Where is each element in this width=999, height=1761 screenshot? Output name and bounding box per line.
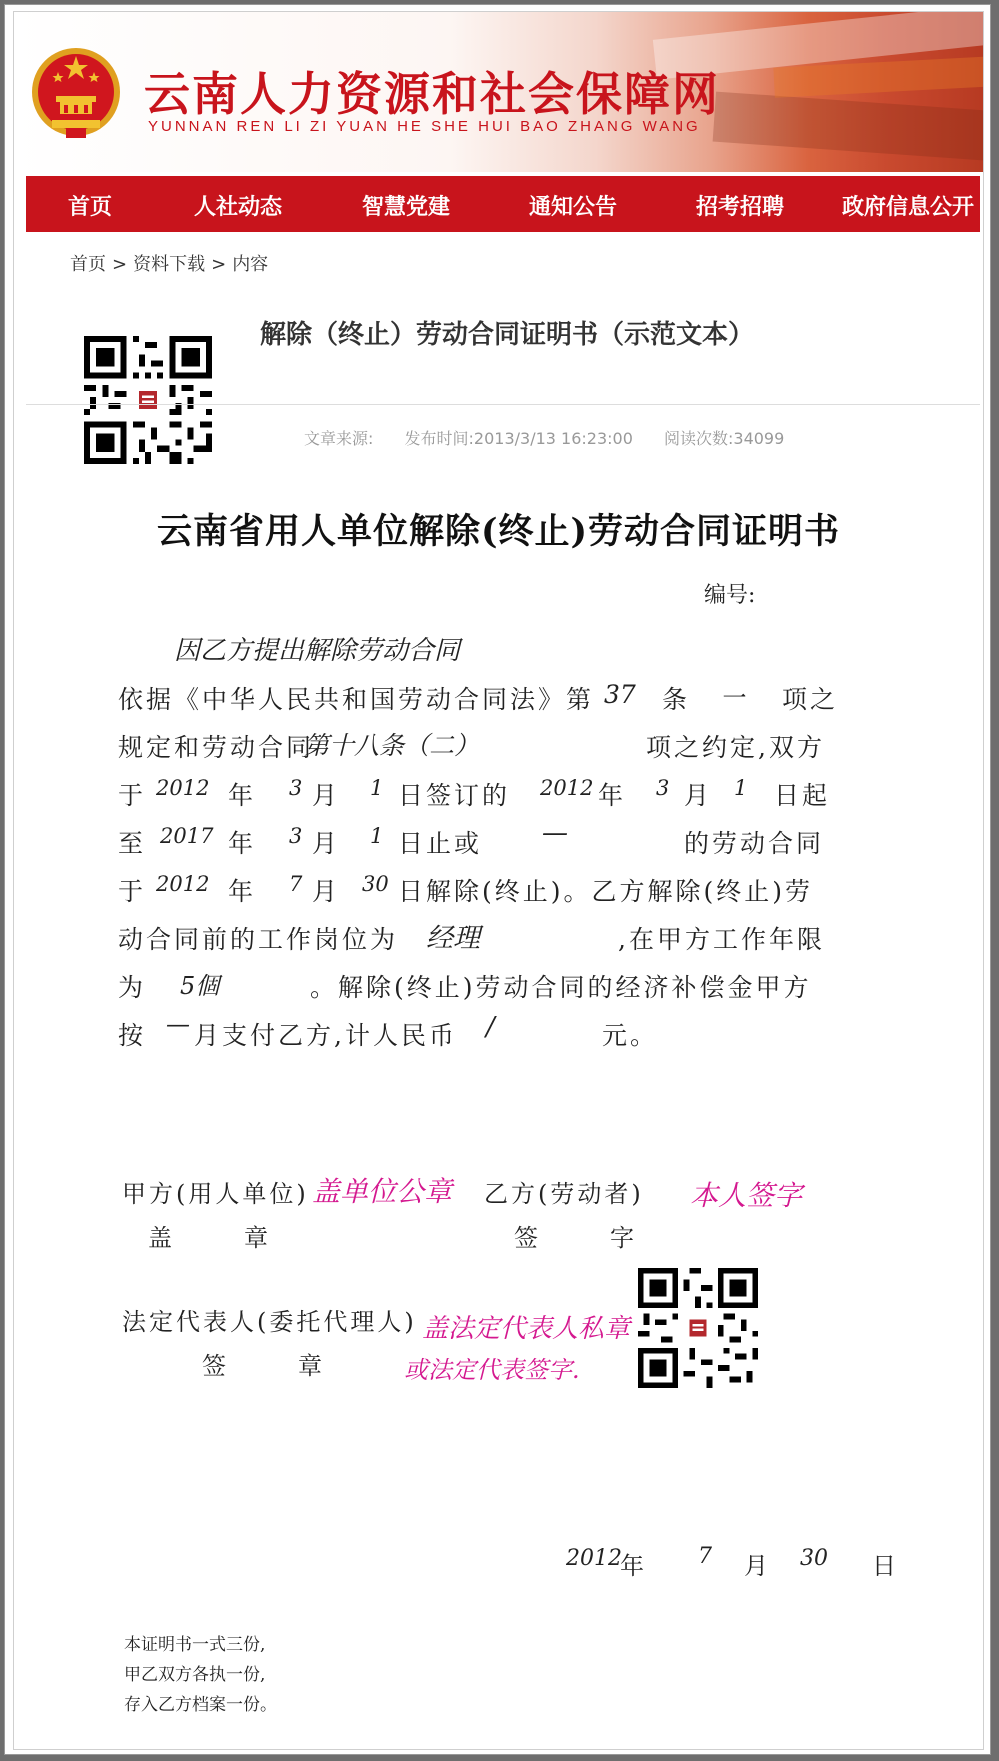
handwritten-start-day: 1 bbox=[734, 776, 748, 800]
handwritten-sign-year: 2012 bbox=[156, 776, 210, 800]
text-line: 年 bbox=[228, 781, 257, 810]
qr-code-icon bbox=[84, 336, 212, 464]
legal-rep-sign-label: 签 章 bbox=[202, 1352, 330, 1380]
handwritten-years: 5個 bbox=[180, 972, 220, 1000]
handwritten-term-month: 7 bbox=[289, 872, 303, 896]
nav-item-news[interactable]: 人社动态 bbox=[194, 194, 283, 219]
publish-value: 2013/3/13 16:23:00 bbox=[473, 429, 633, 448]
text-line: 月 bbox=[312, 781, 341, 810]
footer-note: 存入乙方档案一份。 bbox=[124, 1695, 277, 1715]
footer-note: 本证明书一式三份, bbox=[124, 1635, 266, 1655]
date-month-label: 月 bbox=[744, 1552, 771, 1580]
handwritten-end-month: 3 bbox=[289, 824, 303, 848]
view-count bbox=[664, 429, 784, 448]
text-line: 日解除(终止)。乙方解除(终止)劳 bbox=[398, 877, 814, 906]
handwritten-party-b-sign: 本人签字 bbox=[690, 1179, 803, 1212]
date-day-label: 日 bbox=[872, 1552, 899, 1580]
publish-time bbox=[405, 429, 633, 448]
handwritten-position: 经理 bbox=[426, 923, 480, 954]
handwritten-term-day: 30 bbox=[362, 872, 389, 896]
handwritten-term-year: 2012 bbox=[156, 872, 210, 896]
breadcrumb-section[interactable]: 资料下载 bbox=[133, 254, 206, 275]
text-line: 日签订的 bbox=[398, 781, 511, 810]
serial-number-label: 编号: bbox=[704, 583, 756, 608]
text-line: 项之 bbox=[782, 685, 839, 714]
handwritten-legal-rep-seal: 盖法定代表人私章 bbox=[422, 1314, 631, 1344]
handwritten-comp-months: — bbox=[166, 1010, 190, 1038]
text-line: 。解除(终止)劳动合同的经济补偿金甲方 bbox=[310, 973, 812, 1002]
handwritten-comp-amount: / bbox=[486, 1012, 495, 1042]
breadcrumb-home[interactable]: 首页 bbox=[70, 254, 106, 275]
breadcrumb-separator: > bbox=[211, 254, 227, 275]
text-line: 于 bbox=[118, 781, 147, 810]
handwritten-party-a-seal: 盖单位公章 bbox=[312, 1175, 453, 1208]
handwritten-end-day: 1 bbox=[370, 824, 384, 848]
handwritten-or-blank: — bbox=[542, 818, 568, 848]
text-line: 元。 bbox=[602, 1021, 659, 1050]
publish-label: 发布时间: bbox=[404, 429, 474, 448]
breadcrumb-separator: > bbox=[112, 254, 128, 275]
date-year-label: 年 bbox=[620, 1552, 647, 1580]
text-line: 至 bbox=[118, 829, 147, 858]
handwritten-date-day: 30 bbox=[800, 1546, 828, 1571]
text-line: 日起 bbox=[774, 781, 831, 810]
screenshot-frame bbox=[4, 4, 991, 1755]
text-line: 日止或 bbox=[398, 829, 483, 858]
site-subtitle: YUNNAN REN LI ZI YUAN HE SHE HUI BAO ZHANG WANG bbox=[148, 118, 701, 135]
main-nav bbox=[26, 176, 980, 232]
text-line: 月 bbox=[684, 781, 713, 810]
views-label: 阅读次数: bbox=[663, 429, 734, 448]
nav-item-gov-info[interactable]: 政府信息公开 bbox=[842, 194, 975, 219]
text-line: 月支付乙方,计人民币 bbox=[194, 1021, 457, 1050]
text-line: 年 bbox=[228, 829, 257, 858]
text-line: ,在甲方工作年限 bbox=[618, 925, 825, 954]
party-a-label: 甲方(用人单位) bbox=[122, 1180, 309, 1208]
certificate-document bbox=[14, 482, 983, 1742]
text-line: 月 bbox=[312, 877, 341, 906]
text-line: 为 bbox=[118, 973, 147, 1002]
certificate-title: 云南省用人单位解除(终止)劳动合同证明书 bbox=[156, 511, 841, 552]
footer-note: 甲乙双方各执一份, bbox=[124, 1665, 266, 1685]
handwritten-start-month: 3 bbox=[656, 776, 670, 800]
handwritten-item-no: 一 bbox=[720, 684, 744, 712]
text-line: 的劳动合同 bbox=[684, 829, 825, 858]
handwritten-date-month: 7 bbox=[698, 1544, 712, 1569]
handwritten-sign-month: 3 bbox=[289, 776, 303, 800]
party-b-sign-label: 签 字 bbox=[514, 1224, 642, 1252]
divider bbox=[26, 404, 980, 405]
text-line: 依据《中华人民共和国劳动合同法》第 bbox=[118, 685, 595, 714]
handwritten-legal-rep-sign: 或法定代表签字. bbox=[404, 1356, 580, 1384]
text-line: 年 bbox=[228, 877, 257, 906]
views-value: 34099 bbox=[733, 429, 785, 448]
breadcrumb-current: 内容 bbox=[232, 254, 269, 275]
national-emblem-icon[interactable] bbox=[30, 42, 122, 142]
nav-item-home[interactable]: 首页 bbox=[68, 194, 113, 219]
page bbox=[13, 11, 984, 1750]
text-line: 规定和劳动合同 bbox=[118, 733, 315, 762]
handwritten-article-no: 37 bbox=[604, 680, 636, 709]
qr-code-icon bbox=[638, 1268, 758, 1388]
handwritten-sign-day: 1 bbox=[370, 776, 384, 800]
text-line: 年 bbox=[598, 781, 627, 810]
handwritten-date-year: 2012 bbox=[566, 1546, 622, 1571]
nav-item-party[interactable]: 智慧党建 bbox=[362, 194, 451, 219]
handwritten-reason: 因乙方提出解除劳动合同 bbox=[174, 636, 461, 666]
party-a-seal-label: 盖 章 bbox=[148, 1224, 276, 1252]
party-b-label: 乙方(劳动者) bbox=[484, 1180, 644, 1208]
text-line: 动合同前的工作岗位为 bbox=[118, 925, 399, 954]
handwritten-end-year: 2017 bbox=[160, 824, 214, 848]
text-line: 月 bbox=[312, 829, 341, 858]
text-line: 按 bbox=[118, 1021, 147, 1050]
handwritten-contract-clause: 第十八条（二） bbox=[304, 731, 480, 760]
site-title[interactable]: 云南人力资源和社会保障网 bbox=[144, 67, 720, 121]
site-header bbox=[14, 12, 983, 172]
article-title: 解除（终止）劳动合同证明书（示范文本） bbox=[260, 320, 755, 350]
legal-rep-label: 法定代表人(委托代理人) bbox=[122, 1308, 417, 1336]
source-label: 文章来源: bbox=[304, 429, 374, 448]
article-meta bbox=[304, 426, 810, 449]
handwritten-start-year: 2012 bbox=[540, 776, 594, 800]
nav-item-recruitment[interactable]: 招考招聘 bbox=[696, 194, 785, 219]
text-line: 项之约定,双方 bbox=[646, 733, 825, 762]
text-line: 于 bbox=[118, 877, 147, 906]
text-line: 条 bbox=[662, 685, 691, 714]
nav-item-notices[interactable]: 通知公告 bbox=[529, 194, 618, 219]
breadcrumb bbox=[70, 250, 268, 276]
